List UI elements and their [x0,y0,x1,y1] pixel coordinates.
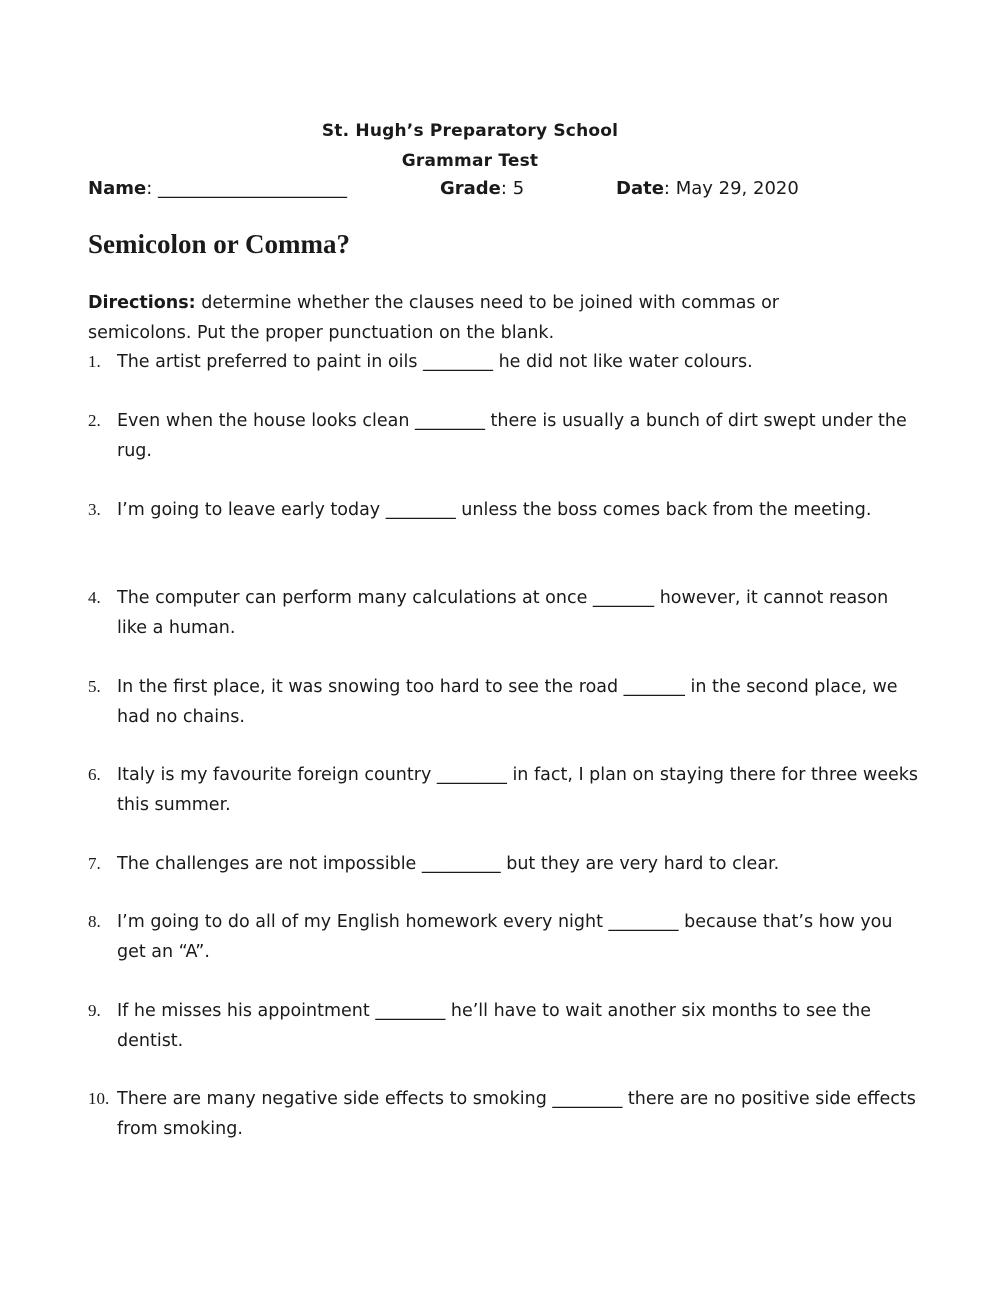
grade-label: Grade [440,178,501,199]
question-item [88,347,918,377]
question-item [88,406,918,466]
question-number: 9. [88,1001,101,1020]
question-number: 10. [88,1089,110,1108]
question-number: 3. [88,500,101,519]
question-number: 4. [88,588,101,607]
date-field: Date: May 29, 2020 [616,178,799,199]
grade-value: 5 [512,178,525,199]
question-text[interactable]: Italy is my favourite foreign country ________ in fact, I plan on staying there for three weeks this summer. [117,765,919,815]
question-item [88,849,918,879]
directions-label: Directions: [88,293,196,313]
question-item [88,495,918,525]
question-text[interactable]: The computer can perform many calculations at once _______ however, it cannot reason like a human. [117,588,889,638]
question-text[interactable]: I’m going to do all of my English homework every night ________ because that’s how you get an “A”. [117,912,893,962]
question-number: 8. [88,912,101,931]
question-item [88,996,918,1056]
question-text[interactable]: There are many negative side effects to smoking ________ there are no positive side effects from smoking. [117,1089,916,1139]
question-number: 2. [88,411,101,430]
question-number: 7. [88,854,101,873]
question-text[interactable]: In the first place, it was snowing too hard to see the road _______ in the second place, we had no chains. [117,677,898,727]
question-number: 6. [88,765,101,784]
name-blank[interactable]: _____________________ [157,178,347,199]
page-title: Semicolon or Comma? [88,229,350,259]
date-value: May 29, 2020 [675,178,799,199]
name-label: Name [88,178,147,199]
question-text[interactable]: If he misses his appointment ________ he’ll have to wait another six months to see the dentist. [117,1001,871,1051]
question-item [88,583,918,643]
question-number: 5. [88,677,101,696]
question-text[interactable]: Even when the house looks clean ________ there is usually a bunch of dirt swept under the rug. [117,411,907,461]
directions-text: determine whether the clauses need to be joined with commas or semicolons. Put the proper punctuation on the blank. [88,293,780,343]
grade-field: Grade: 5 [440,178,525,199]
question-text[interactable]: The challenges are not impossible _________ but they are very hard to clear. [117,854,780,874]
question-item [88,672,918,732]
question-item [88,1084,918,1144]
question-item [88,760,918,820]
school-name: St. Hugh’s Preparatory School [321,121,619,141]
name-field: Name: _____________________ [88,178,347,199]
date-label: Date [616,178,664,199]
question-number: 1. [88,352,101,371]
question-item [88,907,918,967]
directions [88,288,848,348]
question-text[interactable]: I’m going to leave early today ________ unless the boss comes back from the meeting. [117,500,872,520]
question-text[interactable]: The artist preferred to paint in oils ________ he did not like water colours. [117,352,753,372]
test-title: Grammar Test [401,151,539,171]
